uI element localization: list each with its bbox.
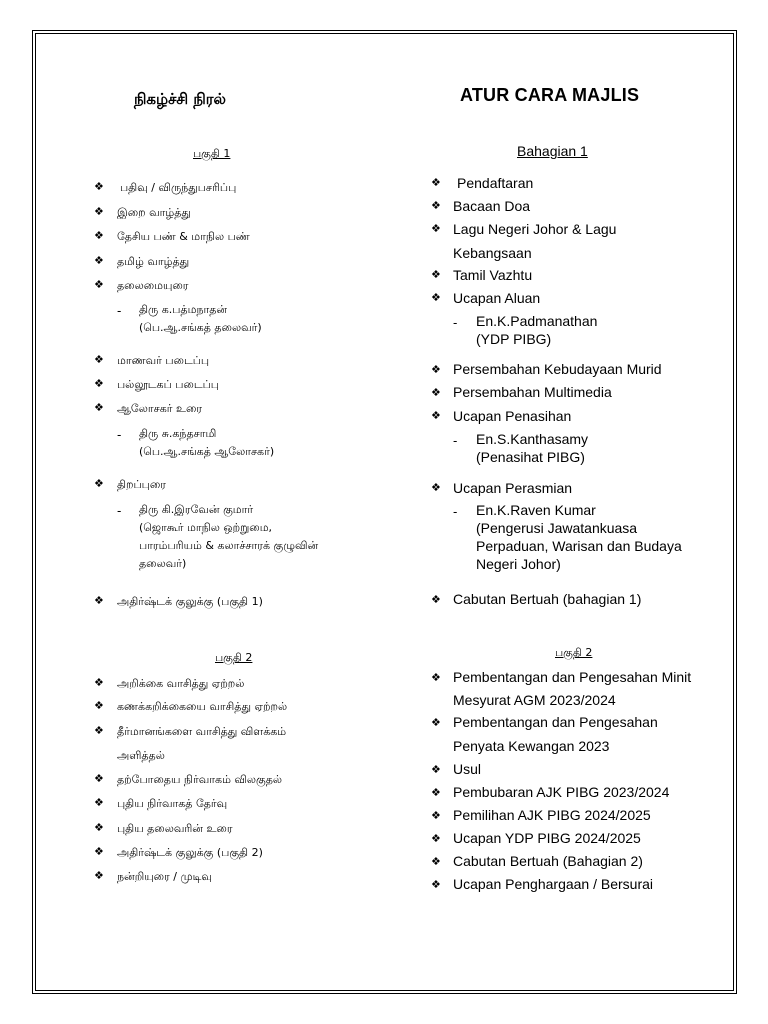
bullet-icon: ❖ [431,832,441,845]
malay-guest-role-1: (Pengerusi Jawatankuasa [476,520,638,536]
tamil-p1-item: திறப்புரை [117,478,166,491]
tamil-p2-item: அதிர்ஷ்டக் குலுக்கு (பகுதி 2) [117,846,263,859]
malay-p2-item: Pembentangan dan Pengesahan Minit [453,669,692,685]
bullet-icon: ❖ [431,763,441,776]
bullet-icon: ❖ [94,594,104,607]
malay-p2-item: Penyata Kewangan 2023 [453,738,610,754]
bullet-icon: ❖ [94,796,104,809]
malay-p2-item: Usul [453,761,482,777]
bullet-icon: ❖ [94,254,104,267]
tamil-guest-name: திரு கி.இரவேன் குமார் [139,503,254,516]
bullet-icon: ❖ [94,377,104,390]
tamil-title: நிகழ்ச்சி நிரல் [134,90,226,108]
tamil-p1-item: தேசிய பண் & மாநில பண் [117,230,250,243]
bullet-icon: ❖ [431,786,441,799]
bullet-icon: ❖ [94,401,104,414]
tamil-p1-item: மாணவர் படைப்பு [117,354,210,367]
malay-guest-name: En.K.Raven Kumar [476,502,596,518]
malay-p1-item: Ucapan Perasmian [453,480,573,496]
bullet-icon: ❖ [94,278,104,291]
bullet-icon: ❖ [431,386,441,399]
malay-p1-item: Persembahan Kebudayaan Murid [453,361,662,377]
dash-icon: - [453,433,458,448]
malay-p1-item: Kebangsaan [453,245,532,261]
bullet-icon: ❖ [431,199,441,212]
malay-p2-item: Pemilihan AJK PIBG 2024/2025 [453,807,651,823]
tamil-p2-item: புதிய தலைவரின் உரை [117,822,233,835]
bullet-icon: ❖ [94,353,104,366]
dash-icon: - [117,503,122,518]
tamil-p2-item: நன்றியுரை / முடிவு [117,870,212,883]
malay-p2-item: Pembubaran AJK PIBG 2023/2024 [453,784,670,800]
bullet-icon: ❖ [431,268,441,281]
tamil-chair-role: (பெ.ஆ.சங்கத் தலைவர்) [139,321,262,334]
bullet-icon: ❖ [431,481,441,494]
bullet-icon: ❖ [431,409,441,422]
bullet-icon: ❖ [431,363,441,376]
malay-guest-role-2: Perpaduan, Warisan dan Budaya [476,538,682,554]
tamil-guest-role-3: தலைவர்) [139,557,187,570]
malay-p2-item: Mesyurat AGM 2023/2024 [453,692,616,708]
bullet-icon: ❖ [94,229,104,242]
malay-p2-item: Pembentangan dan Pengesahan [453,714,658,730]
bullet-icon: ❖ [94,821,104,834]
bullet-icon: ❖ [431,222,441,235]
tamil-p2-item: தீர்மானங்களை வாசித்து விளக்கம் [117,725,287,738]
malay-advisor-role: (Penasihat PIBG) [476,449,585,465]
bullet-icon: ❖ [431,593,441,606]
tamil-p1-item: பல்லூடகப் படைப்பு [117,378,219,391]
tamil-advisor-name: திரு சு.கந்தசாமி [139,427,217,440]
malay-advisor-name: En.S.Kanthasamy [476,431,589,447]
bullet-icon: ❖ [94,180,104,193]
malay-chair-role: (YDP PIBG) [476,331,552,347]
malay-p1-item: Tamil Vazhtu [453,267,533,283]
tamil-p1-item: அதிர்ஷ்டக் குலுக்கு (பகுதி 1) [117,595,263,608]
bullet-icon: ❖ [431,878,441,891]
malay-p2-item: Ucapan Penghargaan / Bersurai [453,876,654,892]
tamil-advisor-role: (பெ.ஆ.சங்கத் ஆலோசகர்) [139,445,275,458]
malay-guest-role-3: Negeri Johor) [476,556,561,572]
bullet-icon: ❖ [94,869,104,882]
dash-icon: - [453,504,458,519]
tamil-p2-item: அறிக்கை வாசித்து ஏற்றல் [117,677,245,690]
tamil-p2-item: புதிய நிர்வாகத் தேர்வு [117,797,228,810]
malay-chair-name: En.K.Padmanathan [476,313,598,329]
tamil-p1-item: ஆலோசகர் உரை [117,402,203,415]
tamil-p2-item: கணக்கறிக்கையை வாசித்து ஏற்றல் [117,700,288,713]
malay-p1-item: Ucapan Penasihan [453,408,572,424]
malay-title: ATUR CARA MAJLIS [460,85,640,105]
bullet-icon: ❖ [94,845,104,858]
tamil-guest-role-2: பாரம்பரியம் & கலாச்சாரக் குழுவின் [139,539,319,552]
tamil-p1-item: பதிவு / விருந்துபசரிப்பு [120,181,237,194]
malay-p1-item: Cabutan Bertuah (bahagian 1) [453,591,642,607]
bullet-icon: ❖ [431,716,441,729]
tamil-p1-item: தமிழ் வாழ்த்து [117,255,190,268]
bullet-icon: ❖ [431,809,441,822]
malay-p2-item: Ucapan YDP PIBG 2024/2025 [453,830,641,846]
bullet-icon: ❖ [431,176,441,189]
malay-p2-item: Cabutan Bertuah (Bahagian 2) [453,853,643,869]
bullet-icon: ❖ [431,291,441,304]
tamil-p1-item: தலைமையுரை [117,279,189,292]
malay-p1-item: Bacaan Doa [453,198,531,214]
tamil-p1-item: இறை வாழ்த்து [117,206,191,219]
tamil-guest-role-1: (ஜொகூர் மாநில ஒற்றுமை, [139,521,273,534]
bullet-icon: ❖ [94,724,104,737]
bullet-icon: ❖ [94,699,104,712]
malay-p1-item: Ucapan Aluan [453,290,541,306]
malay-p1-item: Persembahan Multimedia [453,384,612,400]
dash-icon: - [453,315,458,330]
tamil-p2-item: தற்போதைய நிர்வாகம் விலகுதல் [117,773,283,786]
tamil-p2-item: அளித்தல் [117,749,165,762]
malay-p1-item: Pendaftaran [457,175,534,191]
bullet-icon: ❖ [94,772,104,785]
bullet-icon: ❖ [94,477,104,490]
malay-p1-item: Lagu Negeri Johor & Lagu [453,221,617,237]
dash-icon: - [117,303,122,318]
dash-icon: - [117,427,122,442]
bullet-icon: ❖ [431,671,441,684]
bullet-icon: ❖ [431,855,441,868]
tamil-chair-name: திரு க.பத்மநாதன் [139,303,228,316]
malay-part1-heading: Bahagian 1 [517,143,588,159]
tamil-part2-heading: பகுதி 2 [215,651,253,664]
tamil-part1-heading: பகுதி 1 [193,147,231,160]
malay-part2-heading: பகுதி 2 [555,646,593,659]
bullet-icon: ❖ [94,676,104,689]
bullet-icon: ❖ [94,205,104,218]
